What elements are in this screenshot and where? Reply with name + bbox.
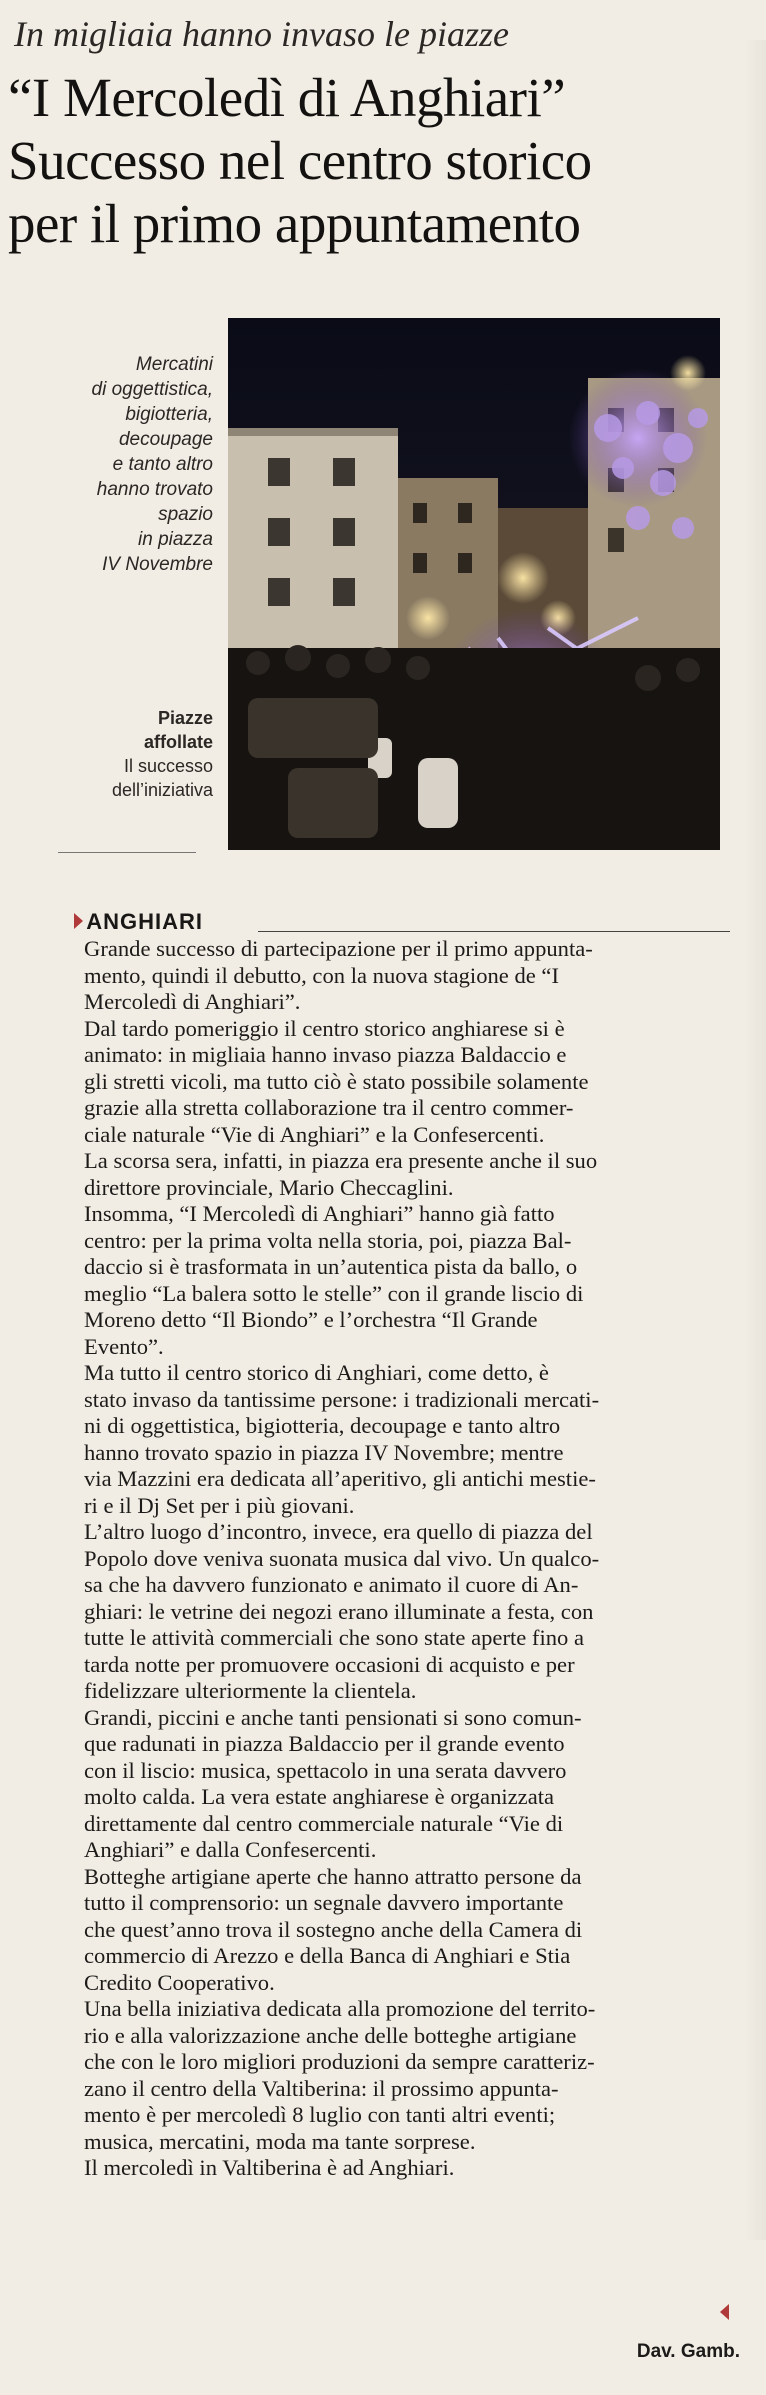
byline: Dav. Gamb. bbox=[636, 2341, 740, 2362]
article-line: grazie alla stretta collaborazione tra il centro commer- bbox=[84, 1095, 574, 1120]
article-line: mento è per mercoledì 8 luglio con tanti altri eventi; bbox=[84, 2102, 556, 2127]
kicker: In migliaia hanno invaso le piazze bbox=[14, 14, 509, 54]
caption-line: in piazza bbox=[138, 529, 213, 550]
article-line: via Mazzini era dedicata all’aperitivo, gli antichi mestie- bbox=[84, 1466, 596, 1491]
article-line: direttamente dal centro commerciale naturale “Vie di bbox=[84, 1810, 564, 1836]
headline bbox=[8, 66, 748, 255]
caption-line: di oggettistica, bbox=[91, 379, 213, 400]
article-line: tutto il comprensorio: un segnale davvero importante bbox=[84, 1890, 564, 1915]
article-line: Moreno detto “Il Biondo” e l’orchestra “Il Grande bbox=[84, 1307, 538, 1332]
caption-line: IV Novembre bbox=[102, 554, 213, 575]
headline-line: per il primo appuntamento bbox=[8, 193, 581, 254]
caption-line: bigiotteria, bbox=[125, 404, 213, 425]
article-line: ri e il Dj Set per i più giovani. bbox=[84, 1492, 355, 1518]
caption-line: Mercatini bbox=[135, 354, 213, 375]
section-label-text: ANGHIARI bbox=[86, 909, 204, 934]
article-line: daccio si è trasformata in un’autentica pista da ballo, o bbox=[84, 1254, 578, 1279]
article-line: meglio “La balera sotto le stelle” con il grande liscio di bbox=[84, 1280, 584, 1306]
photo-caption bbox=[13, 352, 213, 577]
article-line: Una bella iniziativa dedicata alla promozione del territo- bbox=[84, 1996, 596, 2021]
article-line: Il mercoledì in Valtiberina è ad Anghiari. bbox=[84, 2155, 455, 2180]
caption-line: spazio bbox=[158, 504, 213, 525]
article-line: hanno trovato spazio in piazza IV Novembre; mentre bbox=[84, 1439, 564, 1465]
article-line: Credito Cooperativo. bbox=[84, 1969, 275, 1995]
article-line: Botteghe artigiane aperte che hanno attratto persone da bbox=[84, 1863, 582, 1889]
caption-line: e tanto altro bbox=[112, 454, 213, 475]
headline-line: “I Mercoledì di Anghiari” bbox=[8, 67, 566, 128]
article-line: Popolo dove veniva suonata musica dal vivo. Un qualco- bbox=[84, 1545, 600, 1571]
article-line: ghiari: le vetrine dei negozi erano illuminate a festa, con bbox=[84, 1598, 594, 1624]
article-line: direttore provinciale, Mario Checcaglini. bbox=[84, 1174, 454, 1200]
headline-line: Successo nel centro storico bbox=[8, 130, 592, 191]
article-body bbox=[84, 936, 736, 2182]
caption-line: decoupage bbox=[118, 429, 213, 450]
section-label bbox=[72, 909, 203, 935]
article-line: animato: in migliaia hanno invaso piazza Baldaccio e bbox=[84, 1042, 567, 1067]
article-line: La scorsa sera, infatti, in piazza era presente anche il suo bbox=[84, 1148, 598, 1173]
article-line: Ma tutto il centro storico di Anghiari, come detto, è bbox=[84, 1360, 549, 1385]
article-line: rio e alla valorizzazione anche delle botteghe artigiane bbox=[84, 2022, 577, 2048]
article-line: que radunati in piazza Baldaccio per il grande evento bbox=[84, 1731, 565, 1756]
article-line: Insomma, “I Mercoledì di Anghiari” hanno già fatto bbox=[84, 1201, 555, 1226]
article-line: ciale naturale “Vie di Anghiari” e la Confesercenti. bbox=[84, 1121, 545, 1147]
article-line: con il liscio: musica, spettacolo in una serata davvero bbox=[84, 1757, 567, 1783]
end-marker-icon bbox=[720, 2304, 729, 2320]
caption-line: hanno trovato bbox=[96, 479, 213, 500]
article-line: Evento”. bbox=[84, 1333, 164, 1359]
caption2-line: Il successo bbox=[123, 756, 213, 776]
article-line: Anghiari” e dalla Confesercenti. bbox=[84, 1837, 377, 1862]
article-line: zano il centro della Valtiberina: il prossimo appunta- bbox=[84, 2075, 559, 2101]
article-line: Dal tardo pomeriggio il centro storico anghiarese si è bbox=[84, 1015, 565, 1041]
article-line: mento, quindi il debutto, con la nuova stagione de “I bbox=[84, 962, 559, 988]
photo-caption-secondary bbox=[13, 706, 213, 802]
article-line: che con le loro migliori produzioni da sempre caratteriz- bbox=[84, 2049, 595, 2074]
article-line: Grande successo di partecipazione per il primo appunta- bbox=[84, 936, 593, 961]
article-line: musica, mercatini, moda ma tante sorprese. bbox=[84, 2128, 476, 2154]
caption2-bold-line: affollate bbox=[143, 732, 213, 752]
night-piazza-photo bbox=[228, 318, 720, 850]
article-line: centro: per la prima volta nella storia, poi, piazza Bal- bbox=[84, 1227, 572, 1253]
section-rule bbox=[258, 931, 730, 932]
article-line: commercio di Arezzo e della Banca di Anghiari e Stia bbox=[84, 1943, 571, 1968]
article-line: gli stretti vicoli, ma tutto ciò è stato possibile solamente bbox=[84, 1068, 589, 1094]
article-line: L’altro luogo d’incontro, invece, era quello di piazza del bbox=[84, 1519, 593, 1544]
caption2-bold-line: Piazze bbox=[157, 708, 213, 728]
article-line: Mercoledì di Anghiari”. bbox=[84, 989, 301, 1014]
article-line: molto calda. La vera estate anghiarese è organizzata bbox=[84, 1784, 555, 1809]
photo-illustration bbox=[228, 318, 720, 850]
caption2-line: dell’iniziativa bbox=[111, 780, 213, 800]
caption-divider bbox=[58, 852, 196, 853]
article-line: ni di oggettistica, bigiotteria, decoupage e tanto altro bbox=[84, 1413, 561, 1438]
article-line: tutte le attività commerciali che sono state aperte fino a bbox=[84, 1625, 584, 1650]
page-bleed bbox=[744, 40, 766, 2240]
article-line: fidelizzare ulteriormente la clientela. bbox=[84, 1678, 417, 1703]
article-line: tarda notte per promuovere occasioni di acquisto e per bbox=[84, 1651, 575, 1677]
article-line: che quest’anno trova il sostegno anche della Camera di bbox=[84, 1916, 583, 1942]
article-line: Grandi, piccini e anche tanti pensionati si sono comun- bbox=[84, 1704, 582, 1730]
article-line: stato invaso da tantissime persone: i tradizionali mercati- bbox=[84, 1386, 600, 1412]
article-line: sa che ha davvero funzionato e animato il cuore di An- bbox=[84, 1572, 579, 1597]
